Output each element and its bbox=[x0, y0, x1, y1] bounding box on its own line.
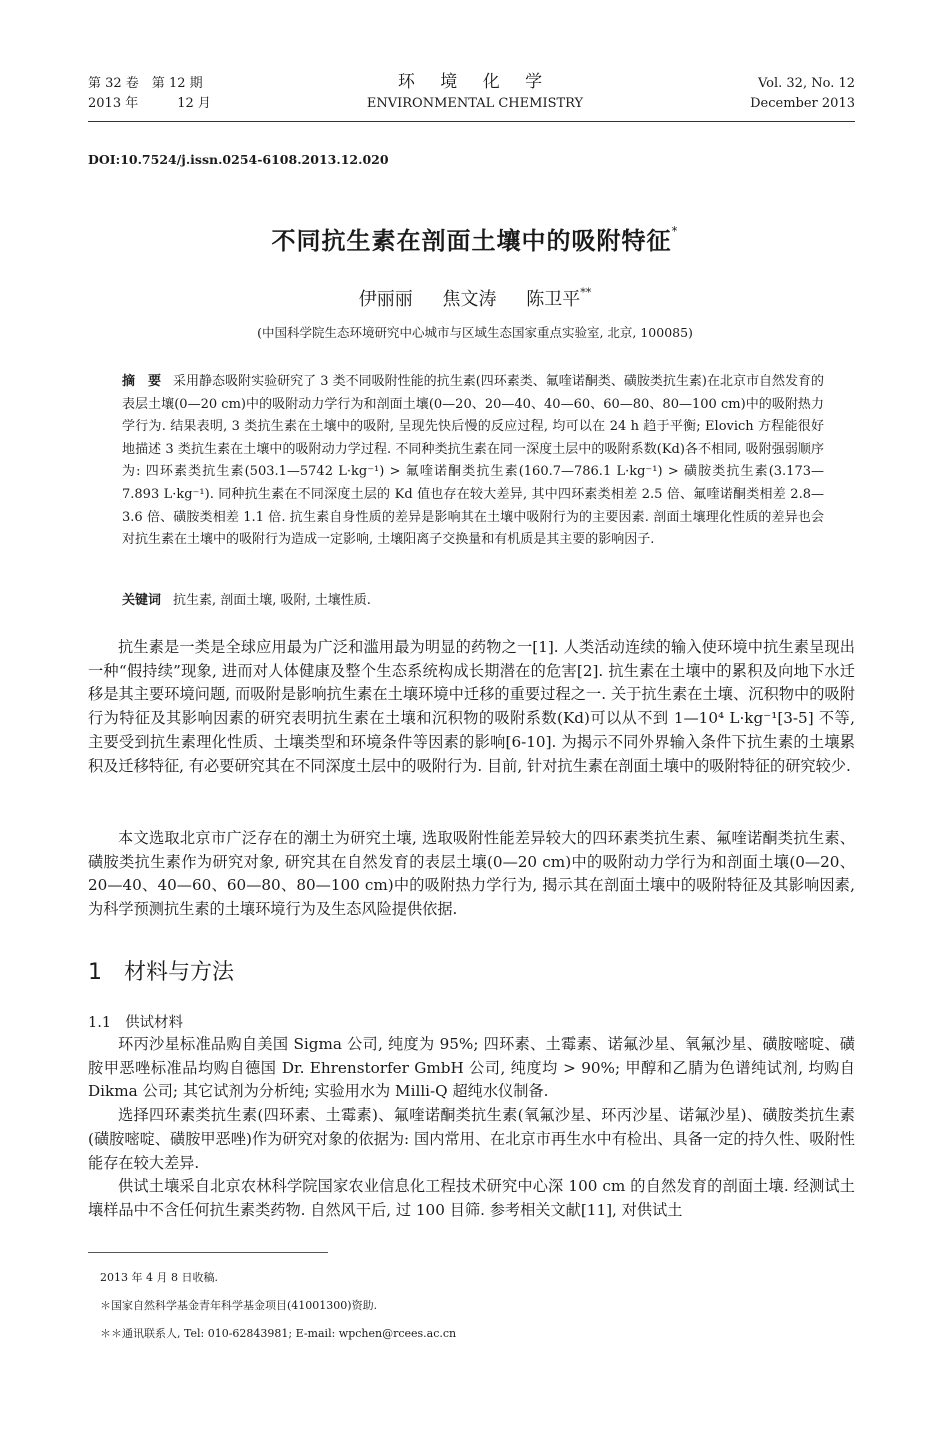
footnote-rule bbox=[88, 1252, 328, 1253]
intro-section bbox=[88, 636, 855, 778]
author: 焦文涛 bbox=[442, 289, 497, 310]
keywords bbox=[122, 590, 824, 612]
section-number: 1 bbox=[88, 960, 102, 985]
footnote-received: 2013 年 4 月 8 日收稿. bbox=[100, 1271, 218, 1284]
journal-name-cn: 环 境 化 学 bbox=[397, 72, 553, 92]
header-rule bbox=[88, 121, 855, 122]
abstract-text: 采用静态吸附实验研究了 3 类不同吸附性能的抗生素(四环素类、氟喹诺酮类、磺胺类抗生素)在北京市自然发育的表层土壤(0—20 cm)中的吸附动力学行为和剖面土壤(0—20、20—40、40—60、60—80、80—100 cm)中的吸附热力学行为. 结果表明, 3 类抗生素在土壤中的吸附, 呈现先快后慢的反应过程, 均可以在 24 h 趋于平衡; Elovich 方程能很好地描述 3 类抗生素在土壤中的吸附动力学过程. 不同种类抗生素在同一深度土层中的吸附系数(Kd)各不相同, 吸附强弱顺序为: 四环素类抗生素(503.1—5742 L·kg⁻¹) > 氟喹诺酮类抗生素(160.7—786.1 L·kg⁻¹) > 磺胺类抗生素(3.173—7.893 L·kg⁻¹). 同种抗生素在不同深度土层的 Kd 值也存在较大差异, 其中四环素类相差 2.5 倍、氟喹诺酮类相差 2.8—3.6 倍、磺胺类相差 1.1 倍. 抗生素自身性质的差异是影响其在土壤中吸附行为的主要因素. 剖面土壤理化性质的差异也会对抗生素在土壤中的吸附行为造成一定影响, 土壤阳离子交换量和有机质是其主要的影响因子. bbox=[122, 374, 824, 548]
subsection-title: 供试材料 bbox=[125, 1015, 184, 1031]
keywords-text: 抗生素, 剖面土壤, 吸附, 土壤性质. bbox=[173, 593, 371, 608]
footnote-contact: ＊＊通讯联系人, Tel: 010-62843981; E-mail: wpchen@rcees.ac.cn bbox=[100, 1327, 457, 1340]
paragraph: 抗生素是一类是全球应用最为广泛和滥用最为明显的药物之一[1]. 人类活动连续的输入使环境中抗生素呈现出一种“假持续”现象, 进而对人体健康及整个生态系统构成长期潜在的危害[2]. 抗生素在土壤中的累积及向地下水迁移是其主要环境问题, 而吸附是影响抗生素在土壤环境中迁移的重要过程之一. 关于抗生素在土壤、沉积物中的吸附行为特征及其影响因素的研究表明抗生素在土壤和沉积物的吸附系数(Kd)可以从不到 1—10⁴ L·kg⁻¹[3-5] 不等, 主要受到抗生素理化性质、土壤类型和环境条件等因素的影响[6-10]. 为揭示不同外界输入条件下抗生素的土壤累积及迁移特征, 有必要研究其在不同深度土层中的吸附行为. 目前, 针对抗生素在剖面土壤中的吸附特征的研究较少. bbox=[88, 638, 855, 775]
abstract-label: 摘 要 bbox=[122, 374, 162, 389]
doi: DOI:10.7524/j.issn.0254-6108.2013.12.020 bbox=[88, 152, 389, 167]
materials-section bbox=[88, 1033, 855, 1223]
paragraph: 选择四环素类抗生素(四环素、土霉素)、氟喹诺酮类抗生素(氧氟沙星、环丙沙星、诺氟沙星)、磺胺类抗生素(磺胺嘧啶、磺胺甲恶唑)作为研究对象的依据为: 国内常用、在北京市再生水中有检出、具备一定的持久性、吸附性能存在较大差异. bbox=[88, 1106, 855, 1172]
author-name: 陈卫平 bbox=[526, 289, 581, 310]
section-title: 材料与方法 bbox=[124, 960, 235, 985]
subsection-heading bbox=[88, 1011, 183, 1032]
year-month: 2013 年 12 月 bbox=[88, 96, 211, 111]
section-heading bbox=[88, 955, 234, 986]
affiliation: (中国科学院生态环境研究中心城市与区域生态国家重点实验室, 北京, 100085) bbox=[257, 325, 693, 340]
subsection-number: 1.1 bbox=[88, 1015, 112, 1031]
author bbox=[526, 286, 592, 310]
journal-name-en: ENVIRONMENTAL CHEMISTRY bbox=[366, 96, 584, 111]
title-footnote-mark: * bbox=[671, 224, 679, 238]
keywords-label: 关键词 bbox=[122, 593, 162, 608]
volume-issue: 第 32 卷 第 12 期 bbox=[88, 76, 203, 91]
corresponding-mark: ** bbox=[580, 286, 592, 299]
author: 伊丽丽 bbox=[358, 289, 413, 310]
title-text: 不同抗生素在剖面土壤中的吸附特征 bbox=[271, 227, 672, 255]
paper-title bbox=[0, 221, 950, 256]
footnote-funding: ＊国家自然科学基金青年科学基金项目(41001300)资助. bbox=[100, 1299, 378, 1312]
volume-issue-en: Vol. 32, No. 12 bbox=[757, 76, 855, 91]
author-list bbox=[0, 285, 950, 311]
intro-section-2 bbox=[88, 827, 855, 922]
date-en: December 2013 bbox=[750, 96, 855, 111]
footnotes bbox=[100, 1264, 456, 1348]
paragraph: 环丙沙星标准品购自美国 Sigma 公司, 纯度为 95%; 四环素、土霉素、诺氟沙星、氧氟沙星、磺胺嘧啶、磺胺甲恶唑标准品均购自德国 Dr. Ehrenstorfer GmbH 公司, 纯度均 > 90%; 甲醇和乙腈为色谱纯试剂, 均购自 Dikma 公司; 其它试剂为分析纯; 实验用水为 Milli-Q 超纯水仪制备. bbox=[88, 1035, 855, 1101]
running-header-right bbox=[750, 74, 855, 114]
abstract bbox=[122, 371, 824, 552]
paragraph: 供试土壤采自北京农林科学院国家农业信息化工程技术研究中心深 100 cm 的自然发育的剖面土壤. 经测试土壤样品中不含任何抗生素类药物. 自然风干后, 过 100 目筛. 参考相关文献[11], 对供试土 bbox=[88, 1177, 855, 1219]
paragraph: 本文选取北京市广泛存在的潮土为研究土壤, 选取吸附性能差异较大的四环素类抗生素、氟喹诺酮类抗生素、磺胺类抗生素作为研究对象, 研究其在自然发育的表层土壤(0—20 cm)中的吸附动力学行为和剖面土壤(0—20、20—40、40—60、60—80、80—100 cm)中的吸附热力学行为, 揭示其在剖面土壤中的吸附特征及其影响因素, 为科学预测抗生素的土壤环境行为及生态风险提供依据. bbox=[88, 829, 855, 919]
